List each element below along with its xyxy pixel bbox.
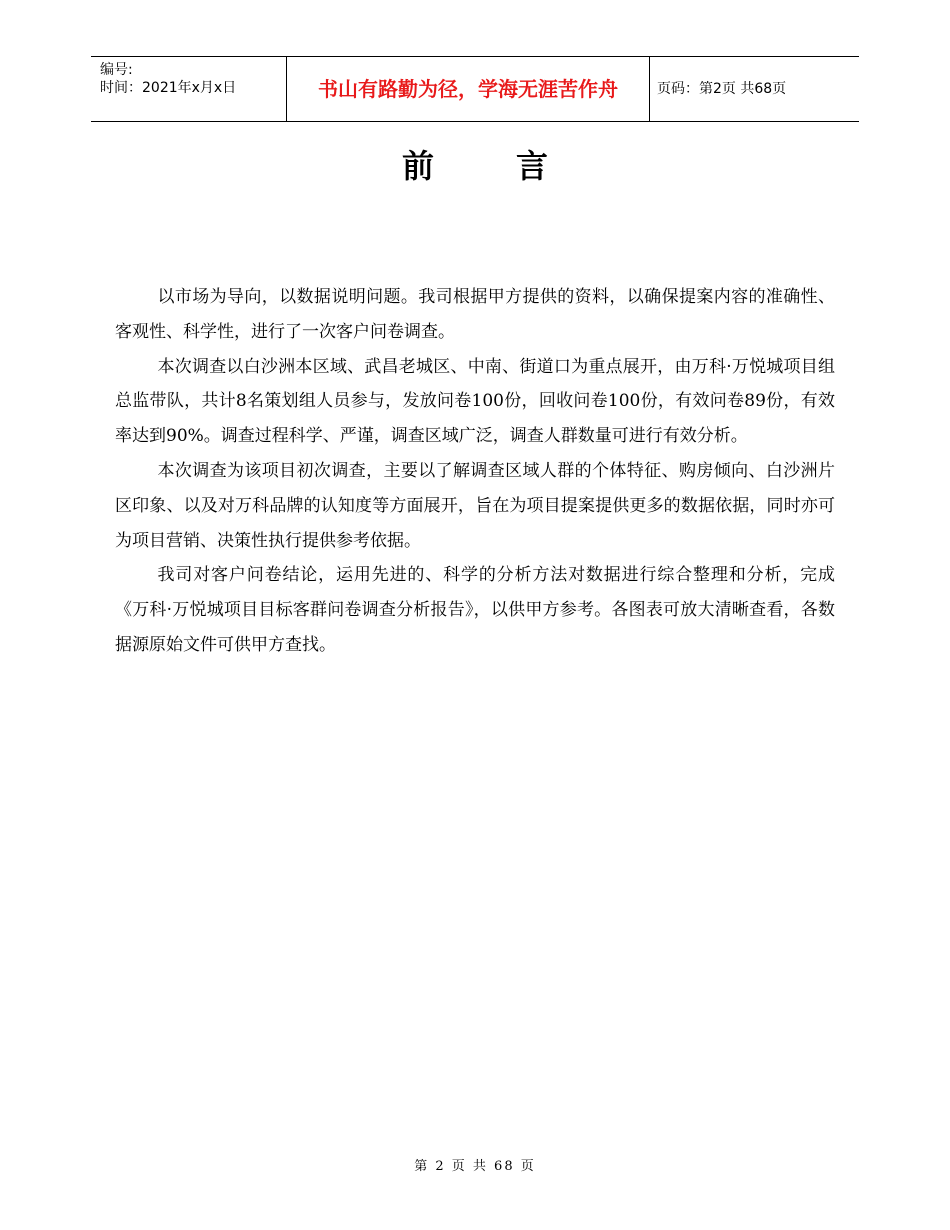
- paragraph-3: 本次调查为该项目初次调查，主要以了解调查区域人群的个体特征、购房倾向、白沙洲片区印象、以及对万科品牌的认知度等方面展开，旨在为项目提案提供更多的数据依据，同时亦可为项目营销、决策性执行提供参考依据。: [115, 460, 835, 551]
- page-footer: 第 2 页 共 68 页: [414, 1159, 536, 1174]
- header-page-info: 页码：第2页 共68页: [657, 81, 787, 97]
- header-divider-right: [649, 57, 650, 121]
- document-title: 前言: [401, 147, 630, 185]
- document-body: [115, 280, 835, 663]
- paragraph-1: 以市场为导向，以数据说明问题。我司根据甲方提供的资料，以确保提案内容的准确性、客观性、科学性，进行了一次客户问卷调查。: [115, 287, 835, 342]
- page-header: [91, 56, 859, 122]
- paragraph-2: 本次调查以白沙洲本区域、武昌老城区、中南、街道口为重点展开，由万科·万悦城项目组总监带队，共计8名策划组人员参与，发放问卷100份，回收问卷100份，有效问卷89份，有效率达到90%。调查过程科学、严谨，调查区域广泛，调查人群数量可进行有效分析。: [115, 356, 835, 447]
- document-number-label: 编号:: [100, 62, 133, 78]
- header-motto: 书山有路勤为径，学海无涯苦作舟: [318, 77, 618, 101]
- document-time-label: 时间：2021年x月x日: [100, 80, 237, 96]
- header-meta: [100, 61, 290, 97]
- paragraph-4: 我司对客户问卷结论，运用先进的、科学的分析方法对数据进行综合整理和分析，完成《万科·万悦城项目目标客群问卷调查分析报告》，以供甲方参考。各图表可放大清晰查看，各数据源原始文件可供甲方查找。: [115, 565, 835, 655]
